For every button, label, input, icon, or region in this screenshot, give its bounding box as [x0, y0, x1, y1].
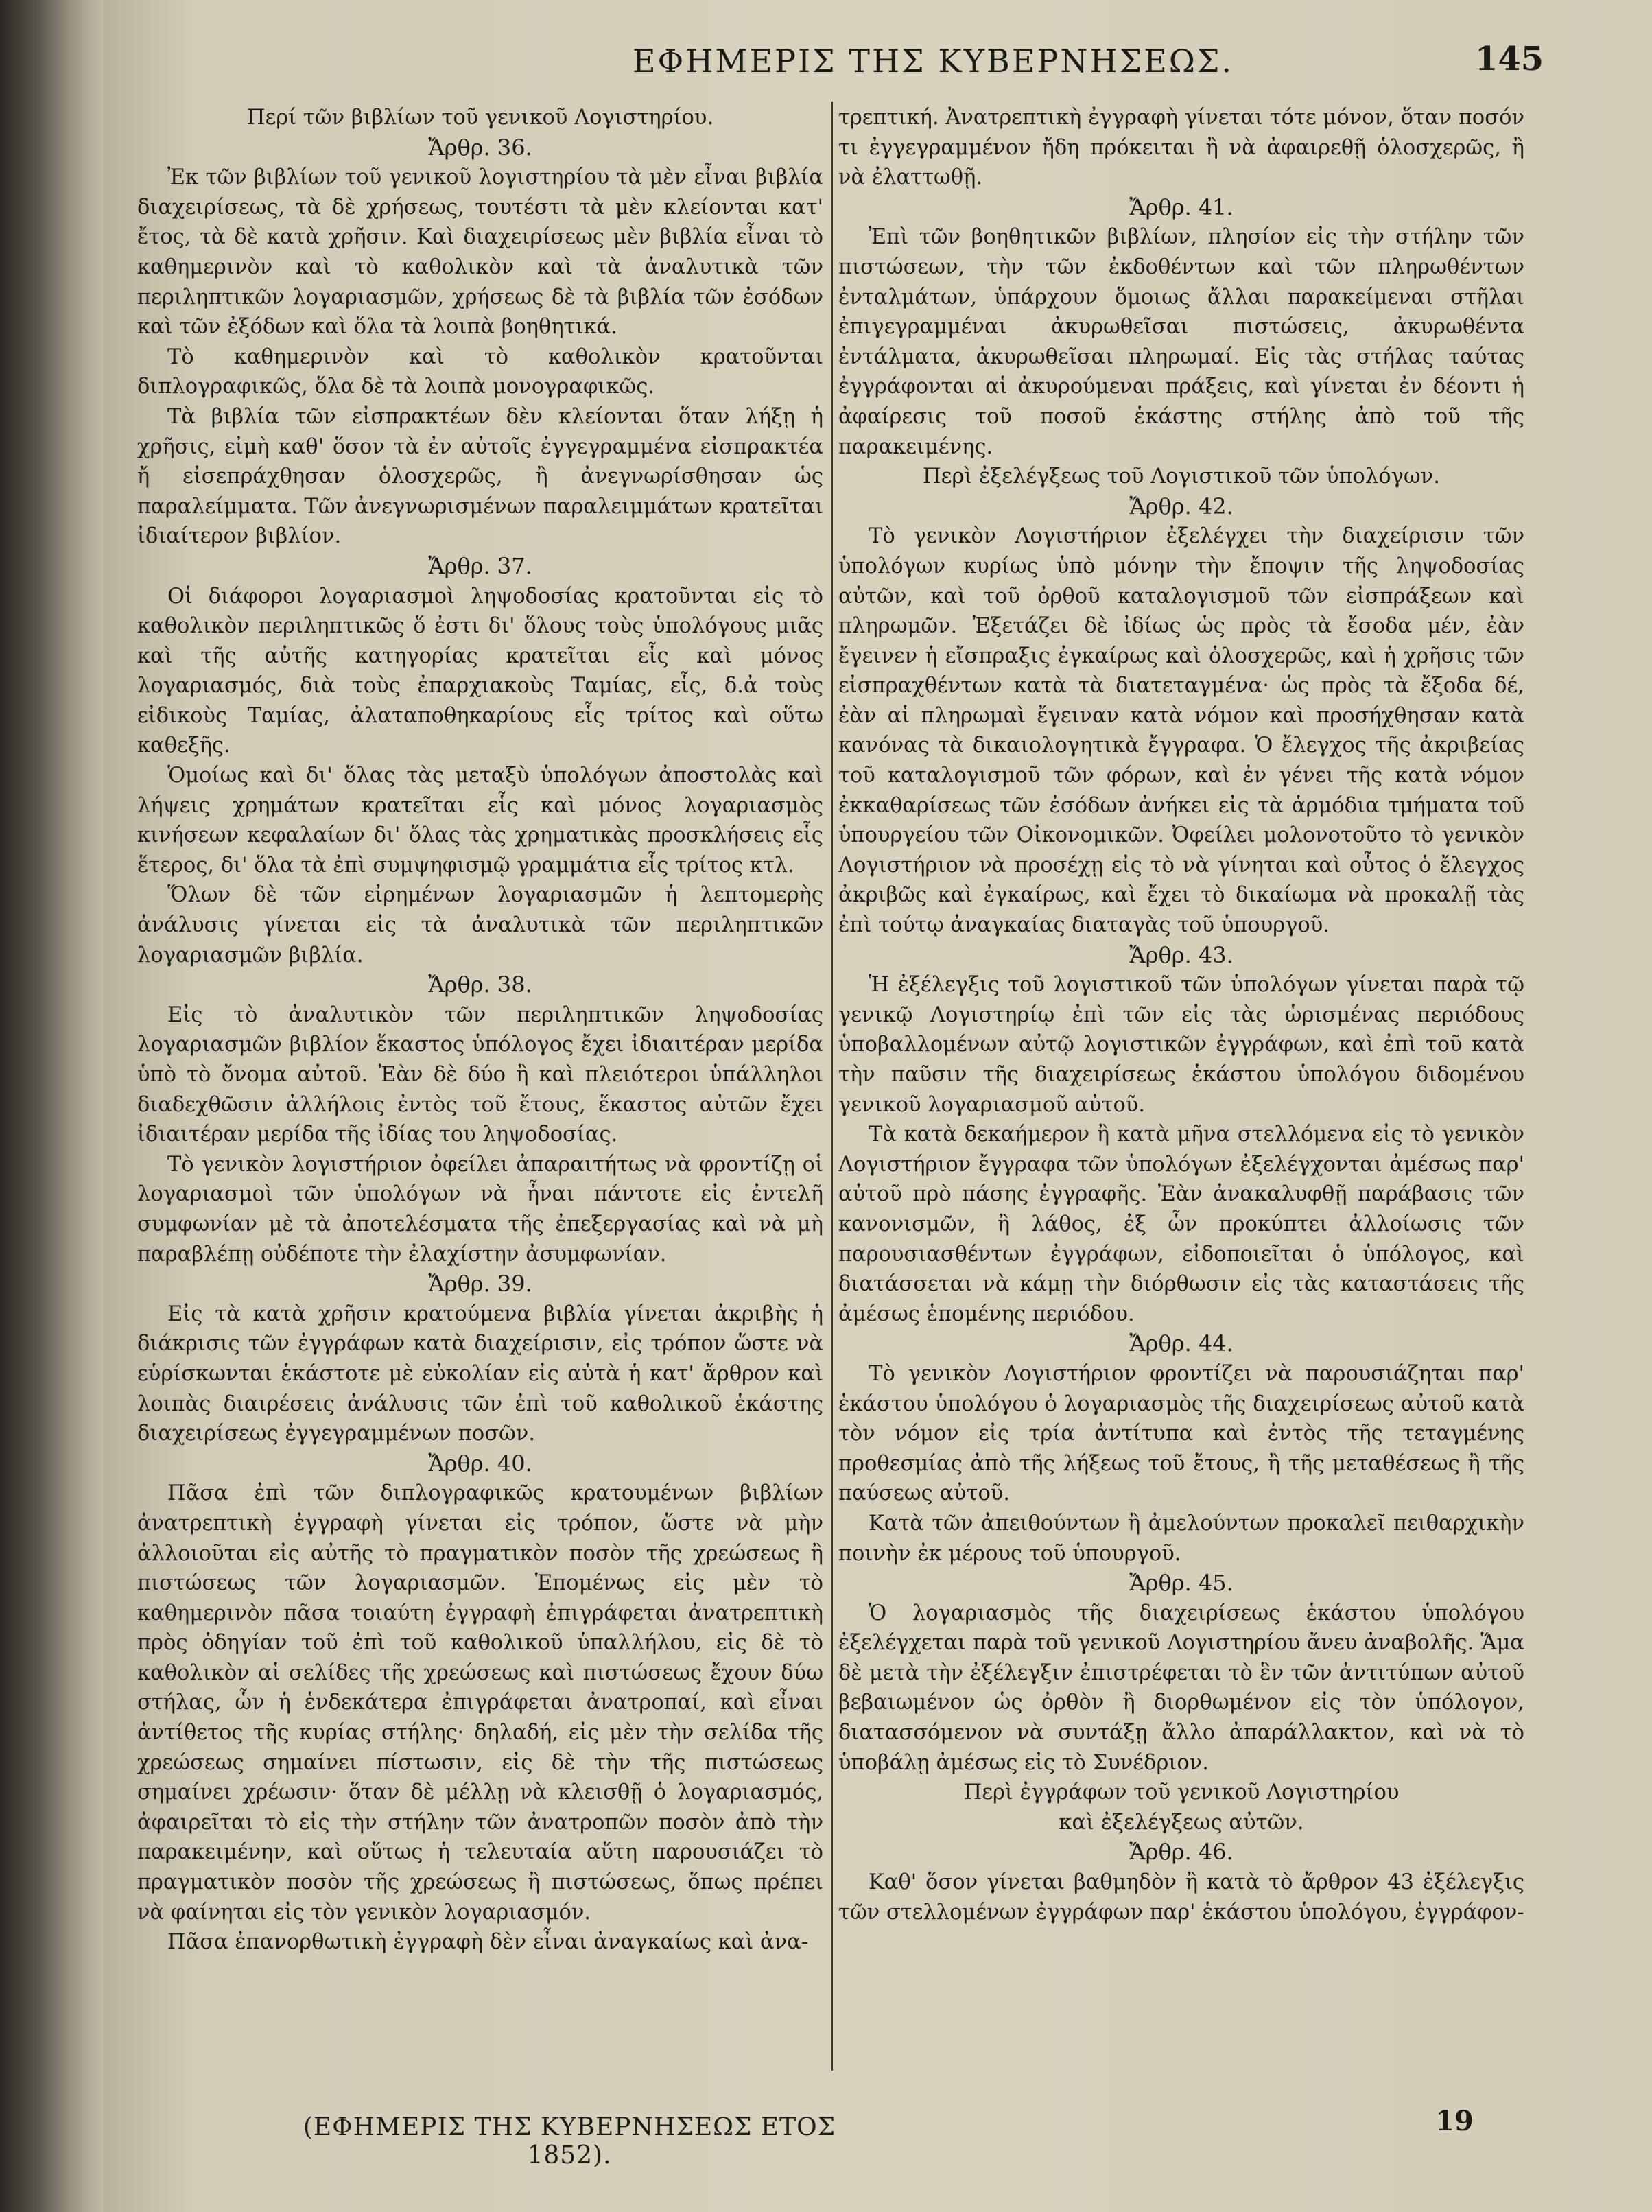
page-footer: (ΕΦΗΜΕΡΙΣ ΤΗΣ ΚΥΒΕΡΝΗΣΕΩΣ ΕΤΟΣ 1852). [303, 2113, 836, 2169]
book-binding [0, 0, 103, 2212]
paragraph: Τὰ βιβλία τῶν εἰσπρακτέων δὲν κλείονται ὅταν λήξῃ ἡ χρῆσις, εἰμὴ καθ' ὅσον τὰ ἐν αὐτοῖς ἐγγεγραμμένα εἰσπρακτέα ἤ εἰσεπράχθησαν ὁλοσχερῶς, ἢ ἀνεγνωρίσθησαν ὡς παραλείμματα. Τῶν ἀνεγνωρισμένων παραλειμμάτων κρατεῖται ἰδιαίτερον βιβλίον. [137, 404, 823, 549]
article-heading: Ἄρθρ. 36. [428, 134, 532, 161]
paragraph: Οἱ διάφοροι λογαριασμοὶ ληψοδοσίας κρατοῦνται εἰς τὸ καθολικὸν περιληπτικῶς ὅ ἐστι δι' ὅλους τοὺς ὑπολόγους μιᾶς καὶ τῆς αὐτῆς κατηγορίας κρατεῖται εἷς καὶ μόνος λογαριασμός, διὰ τοὺς ἐπαρχιακοὺς Ταμίας, εἷς, δ.ἀ τοὺς εἰδικοὺς Ταμίας, ἀλαταποθηκαρίους εἷς τρίτος καὶ οὕτω καθεξῆς. [137, 584, 823, 758]
left-text-column [137, 103, 823, 2065]
paragraph: Τὰ κατὰ δεκαήμερον ἢ κατὰ μῆνα στελλόμενα εἰς τὸ γενικὸν Λογιστήριον ἔγγραφα τῶν ὑπολόγων ἐξελέγχονται ἀμέσως παρ' αὐτοῦ πρὸ πάσης ἐγγραφῆς. Ἐὰν ἀνακαλυφθῇ παράβασις τῶν κανονισμῶν, ἢ λάθος, ἐξ ὧν προκύπτει ἀλλοίωσις τῶν παρουσιασθέντων ἐγγράφων, εἰδοποιεῖται ὁ ὑπόλογος, καὶ διατάσσεται νὰ κάμῃ τὴν διόρθωσιν εἰς τὰς καταστάσεις τῆς ἀμέσως ἑπομένης περιόδου. [838, 1122, 1524, 1326]
article-heading: Ἄρθρ. 46. [1129, 1839, 1234, 1866]
paragraph: Ὁμοίως καὶ δι' ὅλας τὰς μεταξὺ ὑπολόγων ἀποστολὰς καὶ λήψεις χρημάτων κρατεῖται εἷς καὶ μόνος λογαριασμὸς κινήσεων κεφαλαίων δι' ὅλας τὰς χρηματικὰς προσκλήσεις εἷς ἕτερος, δι' ὅλα τὰ ἐπὶ συμψηφισμῷ γραμμάτια εἷς τρίτος κτλ. [137, 764, 823, 878]
paragraph: Πᾶσα ἐπανορθωτικὴ ἐγγραφὴ δὲν εἶναι ἀναγκαίως καὶ ἀνα- [167, 1930, 809, 1955]
paragraph: Ἐπὶ τῶν βοηθητικῶν βιβλίων, πλησίον εἰς τὴν στήλην τῶν πιστώσεων, τὴν τῶν ἐκδοθέντων καὶ τῶν πληρωθέντων ἐνταλμάτων, ὑπάρχουν ὅμοιως ἄλλαι παρακείμεναι στῆλαι ἐπιγεγραμμέναι ἀκυρωθεῖσαι πιστώσεις, ἀκυρωθέντα ἐντάλματα, ἀκυρωθεῖσαι πληρωμαί. Εἰς τὰς στήλας ταύτας ἐγγράφονται αἱ ἀκυρούμεναι πράξεις, καὶ γίνεται ἐν δέοντι ἡ ἀφαίρεσις τοῦ ποσοῦ ἑκάστης στήλης ἀπὸ τοῦ τῆς παρακειμένης. [838, 225, 1524, 459]
paragraph: Εἰς τὰ κατὰ χρῆσιν κρατούμενα βιβλία γίνεται ἀκριβὴς ἡ διάκρισις τῶν ἐγγράφων κατὰ διαχείρισιν, εἰς τρόπον ὥστε νὰ εὑρίσκωνται ἑκάστοτε μὲ εὐκολίαν εἰς αὐτὰ ἡ κατ' ἄρθρον καὶ λοιπὰς διαιρέσεις ἀνάλυσις τῶν ἐπὶ τοῦ καθολικοῦ ἑκάστης διαχειρίσεως ἐγγεγραμμένων ποσῶν. [137, 1302, 823, 1446]
section-heading: Περί τῶν βιβλίων τοῦ γενικοῦ Λογιστηρίου. [246, 106, 714, 130]
article-heading: Ἄρθρ. 37. [428, 552, 532, 579]
paragraph: Τὸ γενικὸν λογιστήριον ὀφείλει ἀπαραιτήτως νὰ φροντίζῃ οἱ λογαριασμοὶ τῶν ὑπολόγων νὰ ἦναι πάντοτε εἰς ἐντελῆ συμφωνίαν μὲ τὰ ἀποτελέσματα τῆς ἐπεξεργασίας καὶ νὰ μὴ παραβλέπῃ οὐδέποτε τὴν ἐλαχίστην ἀσυμφωνίαν. [137, 1152, 823, 1267]
article-heading: Ἄρθρ. 43. [1129, 941, 1234, 968]
page-header-title: ΕΦΗΜΕΡΙΣ ΤΗΣ ΚΥΒΕΡΝΗΣΕΩΣ. [632, 43, 1234, 80]
paragraph: Πᾶσα ἐπὶ τῶν διπλογραφικῶς κρατουμένων βιβλίων ἀνατρεπτικὴ ἐγγραφὴ γίνεται εἰς τρόπον, ὥστε νὰ μὴν ἀλλοιοῦται εἰς αὐτῆς τὸ πραγματικὸν ποσὸν τῆς χρεώσεως ἢ πιστώσεως τῶν λογαριασμῶν. Ἑπομένως εἰς μὲν τὸ καθημερινὸν πᾶσα τοιαύτη ἐγγραφὴ ἐπιγράφεται ἀνατρεπτικὴ πρὸς ὁδηγίαν τοῦ ἐπὶ τοῦ καθολικοῦ ὑπαλλήλου, εἰς δὲ τὸ καθολικὸν αἱ σελίδες τῆς χρεώσεως καὶ πιστώσεως ἔχουν δύω στήλας, ὧν ἡ ἑνδεκάτερα ἐπιγράφεται ἀνατροπαί, καὶ εἶναι ἀντίθετος τῆς κυρίας στήλης· δηλαδή, εἰς μὲν τὴν σελίδα τῆς χρεώσεως σημαίνει πίστωσιν, εἰς δὲ τὴν τῆς πιστώσεως σημαίνει χρέωσιν· ὅταν δὲ μέλλῃ νὰ κλεισθῇ ὁ λογαριασμός, ἀφαιρεῖται τὸ εἰς τὴν στήλην τῶν ἀνατροπῶν ποσὸν ἀπὸ τὴν παρακειμένην, καὶ οὕτως ἡ τελευταία αὕτη παρουσιάζει τὸ πραγματικὸν ποσὸν τῆς χρεώσεως ἢ πιστώσεως, ὅπως πρέπει νὰ φαίνηται εἰς τὸν γενικὸν λογαριασμόν. [137, 1481, 823, 1925]
article-heading: Ἄρθρ. 44. [1129, 1330, 1234, 1357]
paragraph: τρεπτική. Ἀνατρεπτικὴ ἐγγραφὴ γίνεται τότε μόνον, ὅταν ποσόν τι ἐγγεγραμμένον ἤδη πρόκειται ἢ νὰ ἀφαιρεθῇ ὁλοσχερῶς, ἢ νὰ ἐλαττωθῇ. [838, 106, 1524, 190]
page-number: 145 [1475, 40, 1544, 78]
article-heading: Ἄρθρ. 42. [1129, 493, 1234, 519]
section-heading: Περὶ ἐγγράφων τοῦ γενικοῦ Λογιστηρίου [963, 1780, 1400, 1805]
article-heading: Ἄρθρ. 39. [428, 1271, 532, 1297]
paragraph: Εἰς τὸ ἀναλυτικὸν τῶν περιληπτικῶν ληψοδοσίας λογαριασμῶν βιβλίον ἕκαστος ὑπόλογος ἔχει ἰδιαιτέραν μερίδα ὑπὸ τὸ ὄνομα αὐτοῦ. Ἐὰν δὲ δύο ἢ καὶ πλειότεροι ὑπάλληλοι διαδεχθῶσιν ἀλλήλοις ἐντὸς τοῦ ἔτους, ἕκαστος αὐτῶν ἔχει ἰδιαιτέραν μερίδα τῆς ἰδίας του ληψοδοσίας. [137, 1002, 823, 1147]
section-heading: Περὶ ἐξελέγξεως τοῦ Λογιστικοῦ τῶν ὑπολόγων. [923, 464, 1440, 489]
article-heading: Ἄρθρ. 40. [428, 1450, 532, 1476]
section-heading: καὶ ἐξελέγξεως αὐτῶν. [1059, 1810, 1304, 1835]
paragraph: Τὸ καθημερινὸν καὶ τὸ καθολικὸν κρατοῦνται διπλογραφικῶς, ὅλα δὲ τὰ λοιπὰ μονογραφικῶς. [137, 344, 823, 399]
paragraph: Τὸ γενικὸν Λογιστήριον ἐξελέγχει τὴν διαχείρισιν τῶν ὑπολόγων κυρίως ὑπὸ μόνην τὴν ἔποψιν τῆς ληψοδοσίας αὐτῶν, καὶ τοῦ ὀρθοῦ καταλογισμοῦ τῶν εἰσπράξεων καὶ πληρωμῶν. Ἐξετάζει δὲ ἰδίως ὡς πρὸς τὰ ἔσοδα μέν, ἐὰν ἔγεινεν ἡ εἴσπραξις ἐγκαίρως καὶ ὁλοσχερῶς, καὶ ἡ χρῆσις τῶν εἰσπραχθέντων κατὰ τὰ διατεταγμένα· ὡς πρὸς τὰ ἔξοδα δέ, ἐὰν αἱ πληρωμαὶ ἔγειναν κατὰ νόμον καὶ προσήχθησαν κατὰ κανόνας τὰ δικαιολογητικὰ ἔγγραφα. Ὁ ἔλεγχος τῆς ἀκριβείας τοῦ καταλογισμοῦ τῶν φόρων, καὶ ἐν γένει τῆς κατὰ νόμον ἐκκαθαρίσεως τῶν ἐσόδων ἀνήκει εἰς τὰ ἁρμόδια τμήματα τοῦ ὑπουργείου τῶν Οἰκονομικῶν. Ὀφείλει μολονοτοῦτο τὸ γενικὸν Λογιστήριον νὰ προσέχῃ εἰς τὸ νὰ γίνηται καὶ οὗτος ὁ ἔλεγχος ἀκριβῶς καὶ ἐγκαίρως, καὶ ἔχει τὸ δικαίωμα νὰ προκαλῇ τὰς ἐπὶ τούτῳ ἀναγκαίας διαταγὰς τοῦ ὑπουργοῦ. [838, 524, 1524, 938]
paragraph: Ἐκ τῶν βιβλίων τοῦ γενικοῦ λογιστηρίου τὰ μὲν εἶναι βιβλία διαχειρίσεως, τὰ δὲ χρήσεως, τουτέστι τὰ μὲν κλείονται κατ' ἔτος, τὰ δὲ κατὰ χρῆσιν. Καὶ διαχειρίσεως μὲν βιβλία εἶναι τὸ καθημερινὸν καὶ τὸ καθολικὸν καὶ τὰ ἀναλυτικὰ τῶν περιληπτικῶν λογαριασμῶν, χρήσεως δὲ τὰ βιβλία τῶν ἐσόδων καὶ τῶν ἐξόδων καὶ ὅλα τὰ λοιπὰ βοηθητικά. [137, 165, 823, 340]
right-text-column [838, 103, 1524, 2065]
article-heading: Ἄρθρ. 41. [1129, 193, 1234, 220]
article-heading: Ἄρθρ. 45. [1129, 1570, 1234, 1597]
column-divider [831, 102, 833, 2071]
paragraph: Ὅλων δὲ τῶν εἰρημένων λογαριασμῶν ἡ λεπτομερὴς ἀνάλυσις γίνεται εἰς τὰ ἀναλυτικὰ τῶν περιληπτικῶν λογαριασμῶν βιβλία. [137, 883, 823, 967]
paragraph: Ὁ λογαριασμὸς τῆς διαχειρίσεως ἑκάστου ὑπολόγου ἐξελέγχεται παρὰ τοῦ γενικοῦ Λογιστηρίου ἄνευ ἀναβολῆς. Ἅμα δὲ μετὰ τὴν ἐξέλεγξιν ἐπιστρέφεται τὸ ἓν τῶν ἀντιτύπων αὐτοῦ βεβαιωμένον ὡς ὀρθὸν ἢ διορθωμένον εἰς τὸν ὑπόλογον, διατασσόμενον νὰ συντάξῃ ἄλλο ἀπαράλλακτον, καὶ νὰ τὸ ὑποβάλῃ ἀμέσως εἰς τὸ Συνέδριον. [838, 1601, 1524, 1775]
paragraph: Τὸ γενικὸν Λογιστήριον φροντίζει νὰ παρουσιάζηται παρ' ἑκάστου ὑπολόγου ὁ λογαριασμὸς τῆς διαχειρίσεως αὐτοῦ κατὰ τὸν νόμον εἰς τρία ἀντίτυπα καὶ ἐντὸς τῆς τεταγμένης προθεσμίας ἀπὸ τῆς λήξεως τοῦ ἔτους, ἢ τῆς μεταθέσεως ἢ τῆς παύσεως αὐτοῦ. [838, 1361, 1524, 1506]
paragraph: Καθ' ὅσον γίνεται βαθμηδὸν ἢ κατὰ τὸ ἄρθρον 43 ἐξέλεγξις τῶν στελλομένων ἐγγράφων παρ' ἑκάστου ὑπολόγου, ἐγγράφον- [838, 1870, 1524, 1925]
paragraph: Ἡ ἐξέλεγξις τοῦ λογιστικοῦ τῶν ὑπολόγων γίνεται παρὰ τῷ γενικῷ Λογιστηρίῳ ἐπὶ τῶν εἰς τὰς ὡρισμένας περιόδους ὑποβαλλομένων αὐτῷ λογιστικῶν ἐγγράφων, καὶ ἐπὶ τοῦ κατὰ τὴν παῦσιν τῆς διαχειρίσεως ἑκάστου ὑπολόγου διδομένου γενικοῦ λογαριασμοῦ αὐτοῦ. [838, 973, 1524, 1117]
sheet-signature: 19 [1435, 2105, 1474, 2137]
article-heading: Ἄρθρ. 38. [428, 972, 532, 998]
paragraph: Κατὰ τῶν ἀπειθούντων ἢ ἀμελούντων προκαλεῖ πειθαρχικὴν ποινὴν ἐκ μέρους τοῦ ὑπουργοῦ. [838, 1511, 1524, 1566]
